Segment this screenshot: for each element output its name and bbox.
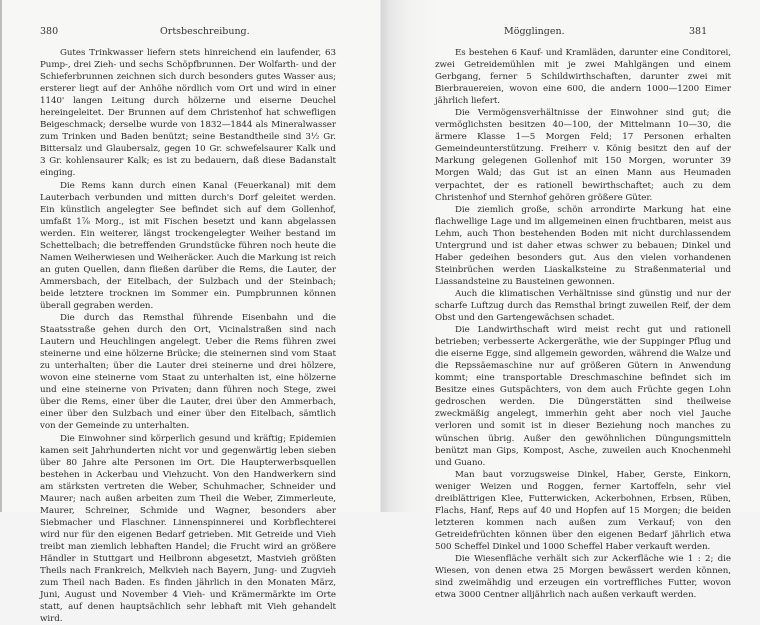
paragraph: Die durch das Remsthal führende Eisenbahn und die Staatsstraße gehen durch den Ort, Vicinalstraßen sind nach Lautern und Heuchlingen angelegt. Ueber die Rems führen zwei steinerne und eine hölzerne Brücke; die steinernen sind vom Staat zu unterhalten; über die Lauter drei steinerne und drei hölzere, wovon eine steinerne vom Staat zu unterhalten ist, eine hölzerne und eine steinerne von Privaten; dann führen noch Stege, zwei über die Rems, einer über die Lauter, drei über den Ammerbach, einer über den Sulzbach und einer über den Eitelbach, sämtlich von der Gemeinde zu unterhalten.	[40, 312, 336, 432]
right-page	[381, 0, 760, 512]
page-number: 380	[40, 26, 58, 37]
paragraph: Die Einwohner sind körperlich gesund und kräftig; Epidemien kamen seit Jahrhunderten nicht vor und gegenwärtig leben sieben über 80 Jahre alte Personen im Ort. Die Haupterwerbsquellen bestehen in Ackerbau und Viehzucht. Von den Handwerkern sind am stärksten vertreten die Weber, Schuhmacher, Schneider und Maurer; nach außen arbeiten zum Theil die Weber, Zimmerleute, Maurer, Schreiner, Schmide und Wagner, besonders aber Siebmacher und Flaschner. Linnenspinnerei und Korbflechterei wird nur für den eigenen Bedarf getrieben. Mit Getreide und Vieh treibt man ziemlich lebhaften Handel; die Frucht wird an größere Händler in Stuttgart und Heilbronn abgesetzt, Mastvieh größten Theils nach Frankreich, Melkvieh nach Bayern, Jung- und Zugvieh zum Theil nach Baden. Es finden jährlich in den Monaten März, Juni, August und November 4 Vieh- und Krämermärkte im Orte statt, auf denen hauptsächlich sehr lebhaft mit Vieh gehandelt wird.	[40, 433, 336, 625]
left-page	[0, 0, 381, 512]
running-head: Mögglingen.	[504, 26, 565, 37]
body-text	[435, 47, 731, 601]
paragraph: Die Wiesenfläche verhält sich zur Ackerfläche wie 1 : 2; die Wiesen, von denen etwa 25 Morgen bewässert werden können, sind zweimähdig und erzeugen ein vortreffliches Futter, wovon etwa 3000 Centner alljährlich nach außen verkauft werden.	[435, 553, 731, 601]
paragraph: Auch die klimatischen Verhältnisse sind günstig und nur der scharfe Luftzug durch das Remsthal bringt zuweilen Reif, der dem Obst und den Gartengewächsen schadet.	[435, 288, 731, 324]
paragraph: Die Rems kann durch einen Kanal (Feuerkanal) mit dem Lauterbach verbunden und mitten durch's Dorf geleitet werden. Ein künstlich angelegter See befindet sich auf dem Gollenhof, umfaßt 1⅞ Morg., ist mit Fischen besetzt und kann abgelassen werden. Ein weiterer, längst trockengelegter Weiher bestand im Schettelbach; die betreffenden Grundstücke führen noch heute die Namen Weiherwiesen und Weiheräcker. Auch die Markung ist reich an guten Quellen, dann fließen darüber die Rems, die Lauter, der Ammersbach, der Eitelbach, der Sulzbach und der Steinbach; beide letztere trocknen im Sommer ein. Pumpbrunnen können überall gegraben werden.	[40, 180, 336, 313]
paragraph: Es bestehen 6 Kauf- und Kramläden, darunter eine Conditorei, zwei Getreidemühlen mit je zwei Mahlgängen und einem Gerbgang, ferner 5 Schildwirthschaften, darunter zwei mit Bierbrauereien, wovon eine 600, die andern 1000—1200 Eimer jährlich liefert.	[435, 47, 731, 107]
page-number: 381	[689, 26, 707, 37]
paragraph: Die Landwirthschaft wird meist recht gut und rationell betrieben; verbesserte Ackergeräthe, wie der Suppinger Pflug und die eiserne Egge, sind allgemein geworden, während die Walze und die Repssäemaschine nur auf größeren Gütern in Anwendung kommt; eine transportable Dreschmaschine befindet sich im Besitze eines Gutspächters, von dem auch Früchte gegen Lohn gedroschen werden. Die Düngerstätten sind theilweise zweckmäßig angelegt, immerhin geht aber noch viel Jauche verloren und somit ist in dieser Beziehung noch manches zu wünschen übrig. Außer den gewöhnlichen Düngungsmitteln benützt man Gips, Kompost, Asche, zuweilen auch Knochenmehl und Guano.	[435, 324, 731, 469]
paragraph: Man baut vorzugsweise Dinkel, Haber, Gerste, Einkorn, weniger Weizen und Roggen, ferner Kartoffeln, sehr viel dreiblättrigen Klee, Futterwicken, Ackerbohnen, Erbsen, Rüben, Flachs, Hanf, Reps auf 40 und Hopfen auf 15 Morgen; die beiden letzteren kommen nach außen zum Verkauf; von den Getreidefrüchten können über den eigenen Bedarf jährlich etwa 500 Scheffel Dinkel und 1000 Scheffel Haber verkauft werden.	[435, 469, 731, 553]
running-head: Ortsbeschreibung.	[160, 26, 250, 37]
body-text	[40, 47, 336, 625]
paragraph: Gutes Trinkwasser liefern stets hinreichend ein laufender, 63 Pump-, drei Zieh- und sechs Schöpfbrunnen. Der Wolfarth- und der Schieferbrunnen zeichnen sich durch besonders gutes Wasser aus; ersterer liegt auf der Anhöhe nördlich vom Ort und wird in einer 1140' langen Leitung durch hölzerne und eiserne Deuchel hereingeleitet. Der Brunnen auf dem Christenhof hat schwefligen Beigeschmack; derselbe wurde von 1832—1844 als Mineralwasser zum Trinken und Baden benützt; seine Bestandtheile sind 3½ Gr. Bittersalz und Glaubersalz, gegen 10 Gr. schwefelsaurer Kalk und 3 Gr. kohlensaurer Kalk; es ist zu bedauern, daß diese Badanstalt einging.	[40, 47, 336, 180]
paragraph: Die ziemlich große, schön arrondirte Markung hat eine flachwellige Lage und im allgemeinen einen fruchtbaren, meist aus Lehm, auch Thon bestehenden Boden mit nicht durchlassendem Untergrund und ist daher etwas schwer zu bebauen; Dinkel und Haber gedeihen besonders gut. Aus den vielen vorhandenen Steinbrüchen werden Liaskalksteine zu Straßenmaterial und Liassandsteine zu Bausteinen gewonnen.	[435, 204, 731, 288]
paragraph: Die Vermögensverhältnisse der Einwohner sind gut; die vermöglichsten besitzen 40—100, der Mittelmann 10—30, die ärmere Klasse 1—5 Morgen Feld; 17 Personen erhalten Gemeindeunterstützung. Freiherr v. König besitzt den auf der Markung gelegenen Gollenhof mit 150 Morgen, worunter 39 Morgen Wald; das Gut ist an einen Mann aus Heumaden verpachtet, der es rationell bewirthschaftet; auch zu dem Christenhof und Sternhof gehören größere Güter.	[435, 107, 731, 203]
